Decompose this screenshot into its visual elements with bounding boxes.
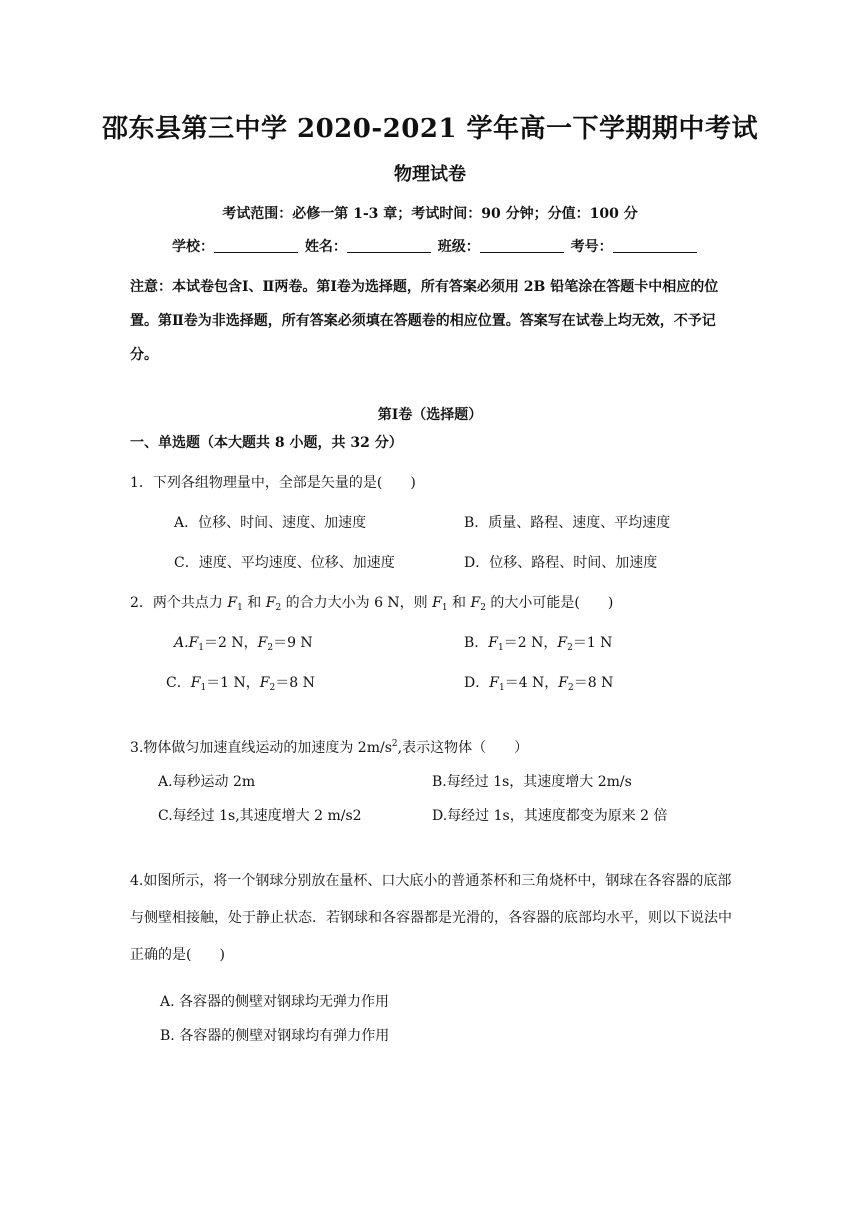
class-label: 班级： <box>437 239 480 255</box>
q4-option-b[interactable]: B. 各容器的侧壁对钢球均有弹力作用 <box>160 1028 390 1044</box>
q3-option-c[interactable]: C.每经过 1s,其速度增大 2 m/s2 <box>158 808 362 824</box>
q2-option-a[interactable]: $A.F_1=2$ N，$F_2=9$ N <box>174 635 313 653</box>
question-3-stem: 3.物体做匀加速直线运动的加速度为 $2m/s^2$,表示这物体（ ） <box>130 739 529 756</box>
question-2-stem: 2．两个共点力 $F_1$ 和 $F_2$ 的合力大小为 6 N，则 $F_1$ 和 $F_2$ 的大小可能是( ) <box>130 595 614 613</box>
number-label: 考号： <box>570 239 613 255</box>
school-blank[interactable] <box>214 238 298 253</box>
q2-option-d[interactable]: D．$F_1=4$ N，$F_2=8$ N <box>464 675 614 693</box>
student-fields <box>172 236 699 256</box>
name-blank[interactable] <box>347 238 431 253</box>
q3-option-b[interactable]: B.每经过 1s，其速度增大 2m/s <box>432 774 632 790</box>
exam-subtitle: 物理试卷 <box>394 164 466 185</box>
q1-option-c[interactable]: C．速度、平均速度、位移、加速度 <box>174 555 395 571</box>
q3-option-d[interactable]: D.每经过 1s，其速度都变为原来 2 倍 <box>432 808 668 824</box>
exam-title: 邵东县第三中学 2020-2021 学年高一下学期期中考试 <box>101 114 759 144</box>
q2-option-b[interactable]: B．$F_1=2$ N，$F_2=1$ N <box>464 635 613 653</box>
number-blank[interactable] <box>613 238 697 253</box>
part-one-heading: 一、单选题（本大题共 8 小题，共 32 分） <box>130 435 403 451</box>
name-label: 姓名： <box>304 239 347 255</box>
school-label: 学校： <box>172 239 214 255</box>
class-blank[interactable] <box>480 238 564 253</box>
question-4-stem: 4.如图所示，将一个钢球分别放在量杯、口大底小的普通茶杯和三角烧杯中，钢球在各容器的底部与侧壁相接触，处于静止状态．若钢球和各容器都是光滑的，各容器的底部均水平，则以下说法中正确的是( ) <box>130 873 732 963</box>
q2-option-c[interactable]: C．$F_1=1$ N，$F_2=8$ N <box>166 675 315 693</box>
q1-option-b[interactable]: B．质量、路程、速度、平均速度 <box>464 515 671 531</box>
exam-notice: 注意：本试卷包含Ⅰ、Ⅱ两卷。第Ⅰ卷为选择题，所有答案必须用 2B 铅笔涂在答题卡中相应的位置。第Ⅱ卷为非选择题，所有答案必须填在答题卷的相应位置。答案写在试卷上均无效，不予记分。 <box>130 279 719 363</box>
exam-info: 考试范围：必修一第 1-3 章；考试时间：90 分钟；分值：100 分 <box>222 206 638 222</box>
q3-option-a[interactable]: A.每秒运动 2m <box>158 774 256 790</box>
question-1-stem: 1．下列各组物理量中，全部是矢量的是( ) <box>130 475 416 491</box>
q1-option-a[interactable]: A．位移、时间、速度、加速度 <box>174 515 367 531</box>
section-heading: 第Ⅰ卷（选择题） <box>377 407 483 423</box>
q4-option-a[interactable]: A. 各容器的侧壁对钢球均无弹力作用 <box>160 994 390 1010</box>
q1-option-d[interactable]: D．位移、路程、时间、加速度 <box>464 555 658 571</box>
